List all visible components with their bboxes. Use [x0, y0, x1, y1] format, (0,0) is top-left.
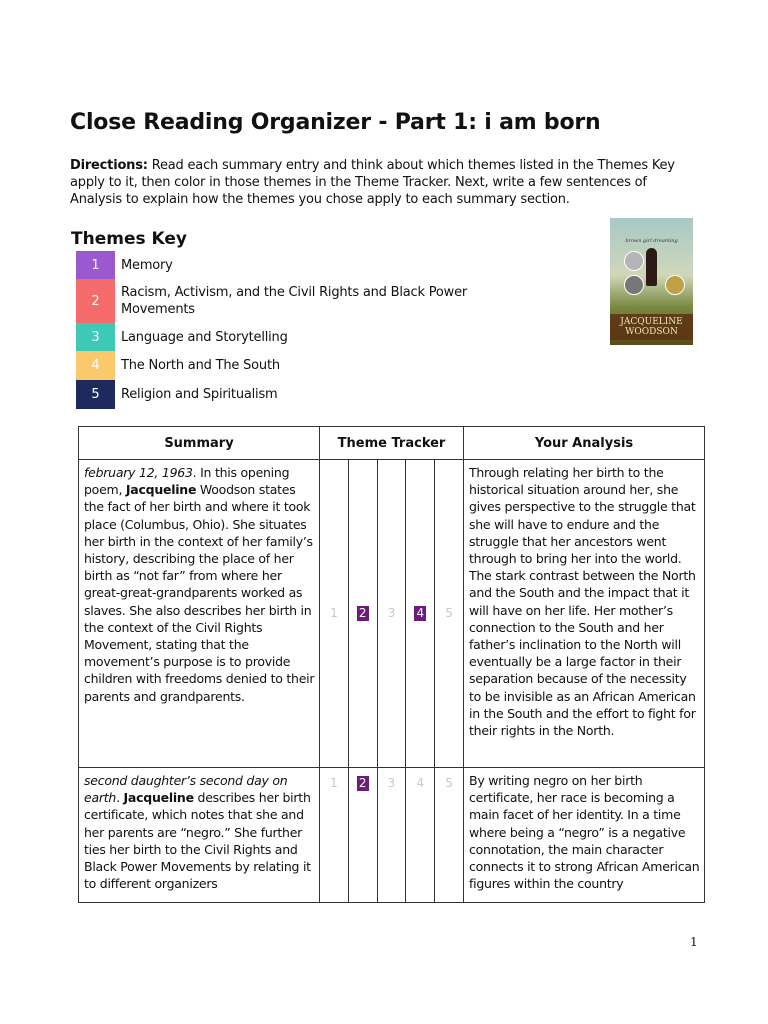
themes-key [76, 251, 476, 409]
summary-title: second daughter’s second day on earth [84, 773, 288, 806]
theme-tracker-cell [320, 768, 464, 903]
tracker-slot-4[interactable] [406, 768, 435, 902]
tracker-slot-3[interactable] [378, 768, 407, 902]
theme-number: 2 [76, 279, 115, 323]
tracker-number: 1 [330, 606, 338, 620]
page-title: Close Reading Organizer - Part 1: i am born [70, 110, 601, 135]
header-analysis: Your Analysis [464, 427, 705, 460]
summary-text: Woodson states the fact of her birth and where it took place (Columbus, Ohio). She situates her birth in the context of her family’s history, describing the place of her birth as “not far” from where her great-great-grandparents worked as slaves. She also describes her birth in the context of the Civil Rights Movement, stating that the movement’s purpose is to provide children with freedoms denied to their parents and grandparents. [84, 482, 315, 704]
character-name: Jacqueline [123, 790, 194, 806]
theme-label: The North and The South [121, 358, 280, 373]
theme-number: 5 [76, 380, 115, 409]
tracker-number: 1 [330, 776, 338, 790]
theme-tracker [320, 768, 463, 902]
theme-row-racism [76, 279, 476, 323]
table-row [79, 460, 705, 768]
analysis-cell[interactable]: Through relating her birth to the historical situation around her, she gives perspective to the struggle that she will have to endure and the struggle that her ancestors went through to bring her into the world. The stark contrast between the North and the South and the impact that it will have on her life. Her mother’s connection to the South and her father’s inclination to the North will eventually be a large factor in their separation because of the necessity to be invisible as an African American in the South and the effort to fight for their rights in the North. [464, 460, 705, 768]
theme-number: 3 [76, 323, 115, 351]
book-cover-caption: brown girl dreaming [625, 238, 678, 244]
tracker-number: 5 [445, 776, 453, 790]
header-summary: Summary [79, 427, 320, 460]
summary-text: describes her birth certificate, which notes that she and her parents are “negro.” She further ties her birth to the Civil Rights and Black Power Movements by relating it to different organizers [84, 790, 311, 892]
organizer-table [78, 426, 705, 903]
theme-tracker [320, 460, 463, 767]
book-cover-author [610, 314, 693, 340]
tracker-number: 4 [416, 606, 425, 620]
theme-row-memory [76, 251, 476, 279]
author-last-name: WOODSON [625, 327, 678, 337]
tracker-number: 3 [387, 776, 396, 790]
directions-text: Read each summary entry and think about which themes listed in the Themes Key apply to it, then color in those themes in the Theme Tracker. Next, write a few sentences of Analysis to explain how the themes you chose apply to each summary section. [70, 158, 675, 207]
tracker-number: 5 [445, 606, 453, 620]
tracker-number: 2 [358, 776, 367, 790]
themes-key-heading: Themes Key [71, 229, 187, 249]
award-medal-icon [665, 275, 685, 295]
theme-row-north-south [76, 351, 476, 380]
tracker-slot-4[interactable] [406, 460, 435, 767]
summary-text: . In this opening poem, [84, 465, 290, 498]
author-first-name: JACQUELINE [620, 317, 683, 327]
analysis-cell[interactable]: By writing negro on her birth certificate, her race is becoming a main facet of her identity. In a time where being a “negro” is a negative connotation, the main character connects it to strong African American figures within the country [464, 768, 705, 903]
summary-cell [79, 768, 320, 903]
tracker-number: 4 [416, 776, 425, 790]
page-number: 1 [690, 935, 698, 949]
girl-silhouette-icon [646, 248, 657, 286]
tracker-slot-2[interactable] [349, 768, 378, 902]
tracker-slot-3[interactable] [378, 460, 407, 767]
theme-row-language [76, 323, 476, 351]
tracker-slot-5[interactable] [435, 460, 463, 767]
directions [70, 157, 700, 208]
header-theme-tracker: Theme Tracker [320, 427, 464, 460]
summary-text: . [116, 790, 124, 806]
tracker-slot-2[interactable] [349, 460, 378, 767]
theme-tracker-cell [320, 460, 464, 768]
summary-title: february 12, 1963 [84, 465, 193, 480]
award-medal-icon [624, 251, 644, 271]
theme-label: Religion and Spiritualism [121, 387, 278, 402]
tracker-number: 3 [387, 606, 396, 620]
table-row [79, 768, 705, 903]
book-cover-image [610, 218, 693, 345]
directions-label: Directions: [70, 158, 148, 173]
theme-number: 4 [76, 351, 115, 380]
theme-label: Racism, Activism, and the Civil Rights and Black Power Movements [121, 285, 468, 317]
theme-number: 1 [76, 251, 115, 279]
tracker-slot-1[interactable] [320, 460, 349, 767]
theme-label: Language and Storytelling [121, 329, 288, 345]
theme-row-religion [76, 380, 476, 409]
tracker-slot-5[interactable] [435, 768, 463, 902]
character-name: Jacqueline [125, 482, 197, 498]
tracker-number: 2 [358, 606, 367, 620]
summary-cell [79, 460, 320, 768]
theme-label: Memory [121, 257, 173, 273]
tracker-slot-1[interactable] [320, 768, 349, 902]
award-medal-icon [624, 275, 644, 295]
table-header-row [79, 427, 705, 460]
